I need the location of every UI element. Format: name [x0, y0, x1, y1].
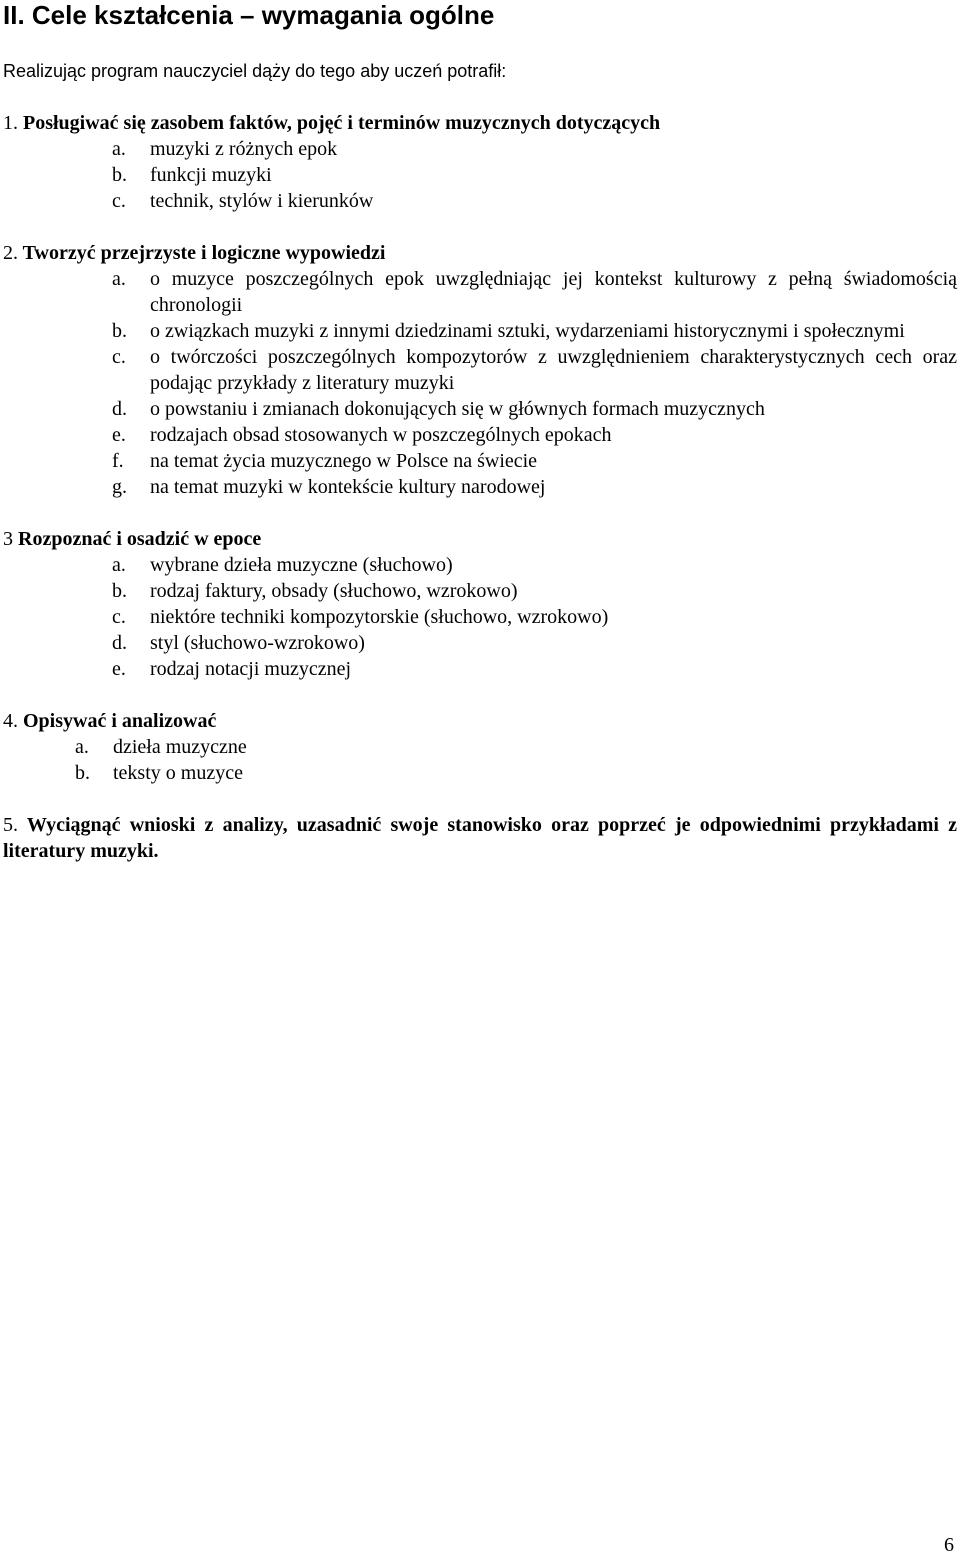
item-letter: a. [75, 736, 89, 758]
section-3-title [3, 526, 957, 552]
section-5-number: 5. [3, 814, 18, 836]
page-number: 6 [944, 1534, 954, 1556]
section-2-title [3, 240, 957, 266]
section-5-title [3, 812, 957, 864]
item-text: o muzyce poszczególnych epok uwzględniając jej kontekst kulturowy z pełną świadomością chronologii [150, 268, 957, 316]
list-item [112, 344, 957, 396]
section-2-number: 2. [3, 242, 18, 264]
intro-text: Realizując program nauczyciel dąży do tego aby uczeń potrafił: [3, 61, 507, 81]
item-letter: d. [112, 632, 127, 654]
list-item [112, 474, 957, 500]
item-text: technik, stylów i kierunków [150, 190, 374, 212]
list-item [112, 266, 957, 318]
section-1-title [3, 110, 957, 136]
item-letter: e. [112, 424, 126, 446]
item-text: teksty o muzyce [113, 762, 243, 784]
item-text: dzieła muzyczne [113, 736, 247, 758]
item-letter: e. [112, 658, 126, 680]
item-text: na temat życia muzycznego w Polsce na świecie [150, 450, 538, 472]
item-text: styl (słuchowo-wzrokowo) [150, 632, 365, 654]
section-2 [3, 240, 957, 500]
item-letter: g. [112, 476, 127, 498]
item-text: o związkach muzyki z innymi dziedzinami sztuki, wydarzeniami historycznymi i społecznymi [150, 320, 905, 342]
item-text: o powstaniu i zmianach dokonujących się w głównych formach muzycznych [150, 398, 765, 420]
document-page [3, 0, 957, 864]
section-4-title [3, 708, 957, 734]
item-letter: b. [112, 320, 127, 342]
section-3-heading: Rozpoznać i osadzić w epoce [18, 528, 262, 550]
section-4-number: 4. [3, 710, 18, 732]
list-item [112, 604, 957, 630]
list-item [112, 162, 957, 188]
section-3-list [3, 552, 957, 682]
list-item [75, 760, 957, 786]
item-letter: c. [112, 606, 126, 628]
list-item [112, 578, 957, 604]
item-letter: c. [112, 190, 126, 212]
section-4-heading: Opisywać i analizować [23, 710, 217, 732]
section-5 [3, 812, 957, 864]
page-title: II. Cele kształcenia – wymagania ogólne [3, 0, 495, 30]
list-item [112, 188, 957, 214]
section-1-heading: Posługiwać się zasobem faktów, pojęć i terminów muzycznych dotyczących [23, 112, 661, 134]
item-text: muzyki z różnych epok [150, 138, 338, 160]
list-item [112, 630, 957, 656]
list-item [112, 656, 957, 682]
list-item [112, 448, 957, 474]
item-letter: a. [112, 268, 126, 290]
item-text: funkcji muzyki [150, 164, 272, 186]
item-text: rodzaj faktury, obsady (słuchowo, wzrokowo) [150, 580, 518, 602]
item-text: wybrane dzieła muzyczne (słuchowo) [150, 554, 453, 576]
section-1 [3, 110, 957, 214]
item-letter: b. [112, 580, 127, 602]
section-4-list [3, 734, 957, 786]
section-1-list [3, 136, 957, 214]
item-letter: a. [112, 138, 126, 160]
section-2-list [3, 266, 957, 500]
item-text: o twórczości poszczególnych kompozytorów z uwzględnieniem charakterystycznych cech oraz podając przykłady z literatury muzyki [150, 346, 957, 394]
list-item [112, 318, 957, 344]
section-3 [3, 526, 957, 682]
list-item [112, 136, 957, 162]
item-text: na temat muzyki w kontekście kultury narodowej [150, 476, 546, 498]
item-letter: b. [75, 762, 90, 784]
item-letter: d. [112, 398, 127, 420]
section-4 [3, 708, 957, 786]
list-item [75, 734, 957, 760]
list-item [112, 396, 957, 422]
item-letter: b. [112, 164, 127, 186]
item-letter: c. [112, 346, 126, 368]
section-2-heading: Tworzyć przejrzyste i logiczne wypowiedzi [22, 242, 386, 264]
section-3-number: 3 [3, 528, 13, 550]
section-5-heading: Wyciągnąć wnioski z analizy, uzasadnić swoje stanowisko oraz poprzeć je odpowiednimi przykładami z literatury muzyki. [3, 814, 958, 862]
section-1-number: 1. [3, 112, 18, 134]
item-text: rodzaj notacji muzycznej [150, 658, 352, 680]
item-letter: f. [112, 450, 124, 472]
list-item [112, 552, 957, 578]
item-text: rodzajach obsad stosowanych w poszczególnych epokach [150, 424, 612, 446]
item-text: niektóre techniki kompozytorskie (słuchowo, wzrokowo) [150, 606, 609, 628]
list-item [112, 422, 957, 448]
item-letter: a. [112, 554, 126, 576]
